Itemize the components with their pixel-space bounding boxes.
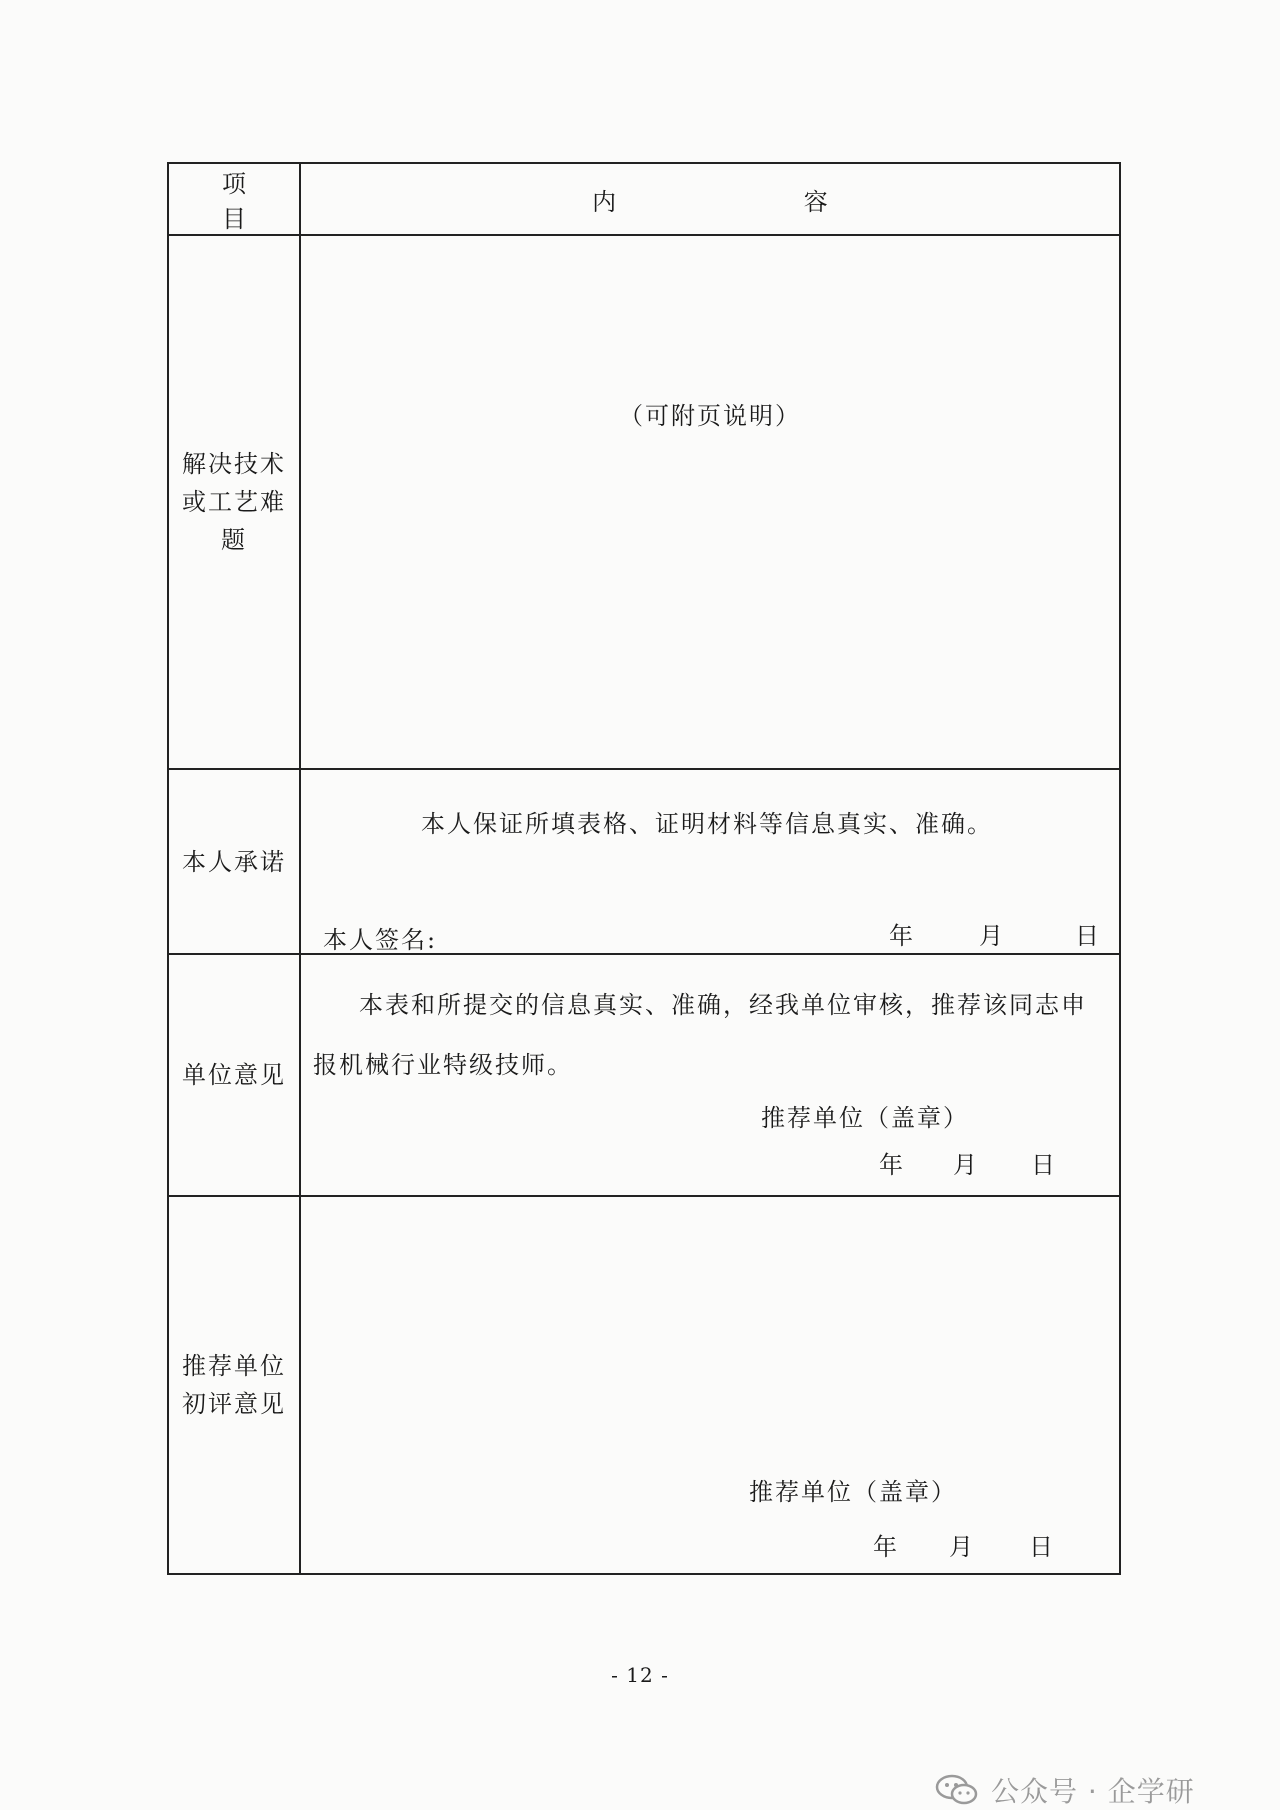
signature-label: 本人签名: (323, 926, 438, 954)
unit-stamp-label: 推荐单位（盖章） (761, 1104, 969, 1132)
watermark (935, 1770, 1195, 1810)
pledge-content-cell[interactable] (300, 769, 1120, 954)
unit-opinion-line2: 报机械行业特级技师。 (313, 1051, 573, 1079)
review-label-line: 推荐单位 (182, 1352, 286, 1380)
application-form-table (167, 162, 1121, 1575)
unit-opinion-row (168, 954, 1120, 1196)
pledge-row (168, 769, 1120, 954)
review-day: 日 (1029, 1533, 1055, 1561)
pledge-statement: 本人保证所填表格、证明材料等信息真实、准确。 (421, 810, 993, 838)
review-stamp-label: 推荐单位（盖章） (749, 1478, 957, 1506)
review-month: 月 (949, 1533, 975, 1561)
review-row (168, 1196, 1120, 1574)
sign-day: 日 (1075, 922, 1101, 950)
header-row (168, 163, 1120, 235)
review-label (168, 1196, 300, 1574)
pledge-label: 本人承诺 (168, 769, 300, 954)
tech-label (168, 235, 300, 769)
tech-label-line: 题 (221, 526, 247, 554)
review-label-line: 初评意见 (182, 1390, 286, 1418)
tech-label-line: 解决技术 (182, 450, 286, 478)
wechat-icon (935, 1774, 979, 1806)
header-item: 项 目 (168, 163, 300, 235)
unit-month: 月 (953, 1151, 979, 1179)
page-number: - 12 - (611, 1663, 669, 1687)
sign-month: 月 (979, 922, 1005, 950)
tech-row (168, 235, 1120, 769)
unit-day: 日 (1031, 1151, 1057, 1179)
unit-label: 单位意见 (168, 954, 300, 1196)
tech-label-line: 或工艺难 (182, 488, 286, 516)
attachment-note: （可附页说明） (619, 402, 801, 430)
watermark-text: 公众号 · 企学研 (991, 1775, 1195, 1808)
unit-year: 年 (879, 1151, 905, 1179)
sign-year: 年 (889, 922, 915, 950)
review-content-cell[interactable] (300, 1196, 1120, 1574)
header-content: 内 容 (300, 163, 1120, 235)
tech-content-cell[interactable] (300, 235, 1120, 769)
unit-content-cell[interactable] (300, 954, 1120, 1196)
review-year: 年 (873, 1533, 899, 1561)
unit-opinion-line1: 本表和所提交的信息真实、准确，经我单位审核，推荐该同志申 (359, 991, 1087, 1019)
